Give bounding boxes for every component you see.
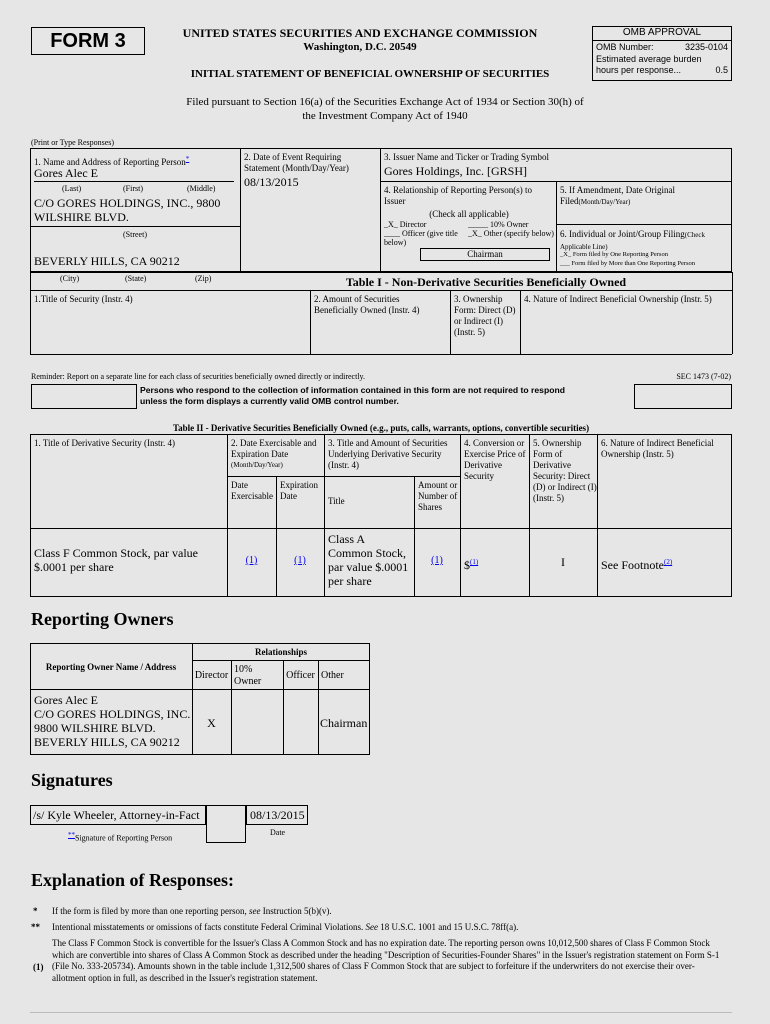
box1-asterisk-link[interactable]: * bbox=[185, 155, 190, 163]
table2-col-dates: 2. Date Exercisable and Expiration Date (Month/Day/Year) bbox=[231, 438, 317, 469]
label-first: (First) bbox=[123, 184, 143, 193]
filed-pursuant-line1: Filed pursuant to Section 16(a) of the Securities Exchange Act of 1934 or Section 30(h) of bbox=[186, 96, 584, 108]
owner-name-address bbox=[34, 693, 192, 749]
reminder-text: Reminder: Report on a separate line for each class of securities beneficially owned directly or indirectly. bbox=[31, 372, 366, 381]
conversion-price: \$$^{(1)}$ bbox=[464, 558, 479, 572]
table1-col-nature: 4. Nature of Indirect Beneficial Ownership (Instr. 5) bbox=[524, 294, 712, 304]
amount-fn-link[interactable]: (1) bbox=[431, 555, 443, 566]
reminder-blank-box-right bbox=[634, 384, 732, 409]
expl-mark-1: * bbox=[33, 906, 38, 916]
box2-label: 2. Date of Event Requiring Statement (Month/Day/Year) bbox=[244, 152, 349, 173]
box6-label: 6. Individual or Joint/Group Filing(Check Applicable Line) bbox=[560, 229, 705, 251]
owner-line: Gores Alec E bbox=[34, 693, 98, 707]
owners-col-officer: Officer bbox=[286, 670, 315, 681]
relationship-officer: ____ Officer (give title below) bbox=[384, 229, 458, 247]
omb-approval-box bbox=[592, 26, 732, 81]
signature-label: **Signature of Reporting Person bbox=[68, 831, 173, 843]
box3-label: 3. Issuer Name and Ticker or Trading Symbol bbox=[384, 152, 549, 162]
table2-col-nature: 6. Nature of Indirect Beneficial Ownership (Instr. 5) bbox=[601, 438, 714, 459]
form-label: FORM 3 bbox=[31, 27, 145, 55]
label-middle: (Middle) bbox=[187, 184, 216, 193]
reporting-street2: WILSHIRE BLVD. bbox=[34, 210, 129, 224]
table2-col-title: 1. Title of Derivative Security (Instr. 4) bbox=[34, 438, 175, 448]
table1-col-amount: 2. Amount of Securities Beneficially Owned (Instr. 4) bbox=[314, 294, 420, 315]
owners-col-10pct: 10% Owner bbox=[234, 664, 262, 687]
nature-value: See Footnote$^{(2)}$ bbox=[601, 558, 673, 572]
owner-director-mark: X bbox=[207, 716, 216, 730]
reporting-person-name: Gores Alec E bbox=[34, 166, 98, 180]
reporting-street1: C/O GORES HOLDINGS, INC., 9800 bbox=[34, 196, 221, 210]
explanation-heading: Explanation of Responses: bbox=[31, 870, 235, 890]
relationship-other: _X_ Other (specify below) bbox=[468, 229, 554, 238]
table1-title: Table I - Non-Derivative Securities Beneficially Owned bbox=[345, 275, 627, 289]
reporting-city-line: BEVERLY HILLS, CA 90212 bbox=[34, 254, 180, 268]
form-title: INITIAL STATEMENT OF BENEFICIAL OWNERSHIP OF SECURITIES bbox=[190, 68, 550, 80]
amount-footnote bbox=[414, 555, 460, 567]
date-exercisable-fn-link[interactable]: (1) bbox=[245, 555, 258, 566]
check-all-applicable: (Check all applicable) bbox=[429, 209, 509, 219]
box5-label: 5. If Amendment, Date Original Filed(Month/Day/Year) bbox=[560, 185, 675, 206]
table1-col-title: 1.Title of Security (Instr. 4) bbox=[34, 294, 133, 304]
table1-col-ownership: 3. Ownership Form: Direct (D) or Indirect (I) (Instr. 5) bbox=[454, 294, 516, 337]
owners-col-director: Director bbox=[194, 670, 229, 681]
footnote-1-text: The Class F Common Stock is convertible for the Issuer's Class A Common Stock and has no expiration date. The reporting person owns 10,012,500 shares of Class F Common Stock which are convertible into shares of Class A Common Stock as described under the heading "Description of Securities-Founder Shares" in the Issuer's registration statement on Form S-1 (File No. 333-205734). Amounts shown in the table include 1,312,500 shares of Class F Common Stock that are subject to forfeiture if the underwriters do not exercise their over-allotment option in full, as described in the Issuer's registration statement. bbox=[52, 938, 720, 983]
relationships-header: Relationships bbox=[254, 647, 307, 657]
issuer-name: Gores Holdings, Inc. [GRSH] bbox=[384, 164, 527, 178]
table2-col-amount-shares: Amount or Number of Shares bbox=[418, 480, 458, 512]
table2-col-expiration: Expiration Date bbox=[280, 480, 318, 501]
owner-name-header: Reporting Owner Name / Address bbox=[45, 662, 177, 672]
reminder-blank-box bbox=[31, 384, 137, 409]
signature-spacer-box bbox=[206, 805, 246, 843]
date-exercisable-footnote bbox=[227, 555, 276, 567]
filed-pursuant-line2: the Investment Company Act of 1940 bbox=[302, 110, 468, 122]
sec-number: SEC 1473 (7-02) bbox=[676, 372, 731, 381]
omb-hours-row: hours per response... 0.5 bbox=[596, 65, 728, 75]
reporting-owners-heading: Reporting Owners bbox=[31, 609, 174, 629]
expiration-footnote bbox=[276, 555, 324, 567]
omb-notice: Persons who respond to the collection of information contained in this form are not required to respond unless the form displays a currently valid OMB control number. bbox=[140, 385, 565, 406]
table2-col-date-exercisable: Date Exercisable bbox=[231, 480, 273, 501]
expl-text-1: If the form is filed by more than one reporting person, see Instruction 5(b)(v). bbox=[52, 906, 332, 916]
owner-line: BEVERLY HILLS, CA 90212 bbox=[34, 735, 180, 749]
agency-name: UNITED STATES SECURITIES AND EXCHANGE COMMISSION bbox=[182, 26, 538, 40]
omb-number-row: OMB Number: 3235-0104 bbox=[596, 42, 728, 52]
signature-date: 08/13/2015 bbox=[250, 808, 305, 822]
relationship-10pct-owner: _____ 10% Owner bbox=[468, 220, 529, 229]
relationship-director: _X_ Director bbox=[384, 220, 427, 229]
omb-burden: Estimated average burden bbox=[596, 54, 702, 64]
box4-label: 4. Relationship of Reporting Person(s) to Issuer bbox=[384, 185, 532, 206]
omb-title: OMB APPROVAL bbox=[593, 27, 731, 41]
event-date: 08/13/2015 bbox=[244, 175, 299, 189]
table2-col-underlying: 3. Title and Amount of Securities Underlying Derivative Security (Instr. 4) bbox=[328, 438, 448, 470]
nature-fn-link[interactable]: (2) bbox=[664, 558, 673, 566]
table2-col-conversion: 4. Conversion or Exercise Price of Derivative Security bbox=[464, 438, 526, 481]
underlying-title: Class A Common Stock, par value $.0001 per share bbox=[328, 532, 409, 588]
filing-one-person: _X_ Form filed by One Reporting Person bbox=[560, 251, 668, 258]
owner-line: 9800 WILSHIRE BLVD. bbox=[34, 721, 156, 735]
date-label: Date bbox=[270, 828, 286, 837]
expl-mark-2: ** bbox=[31, 922, 40, 932]
expiration-fn-link[interactable]: (1) bbox=[294, 555, 306, 566]
label-state: (State) bbox=[125, 274, 147, 283]
signature-asterisk-link[interactable]: ** bbox=[68, 831, 75, 839]
page-bottom-rule bbox=[30, 1012, 732, 1013]
ownership-form-value: I bbox=[561, 555, 565, 569]
owner-line: C/O GORES HOLDINGS, INC. bbox=[34, 707, 191, 721]
label-last: (Last) bbox=[62, 184, 82, 193]
footnote-1-mark: (1) bbox=[33, 962, 44, 972]
label-street: (Street) bbox=[123, 230, 147, 239]
owner-other-value: Chairman bbox=[320, 716, 368, 730]
signatures-heading: Signatures bbox=[31, 770, 113, 790]
derivative-security-title: Class F Common Stock, par value $.0001 per share bbox=[34, 546, 198, 574]
price-fn-link[interactable]: (1) bbox=[470, 558, 479, 566]
label-zip: (Zip) bbox=[195, 274, 212, 283]
relationship-title: Chairman bbox=[420, 248, 550, 261]
signer-name: /s/ Kyle Wheeler, Attorney-in-Fact bbox=[33, 808, 200, 822]
table2-col-ownership: 5. Ownership Form of Derivative Security: Direct (D) or Indirect (I) (Instr. 5) bbox=[533, 438, 597, 503]
expl-text-2: Intentional misstatements or omissions of facts constitute Federal Criminal Violations. See 18 U.S.C. 1001 and 15 U.S.C. 78ff(a). bbox=[52, 922, 519, 932]
print-note: (Print or Type Responses) bbox=[31, 138, 115, 147]
table2-title: Table II - Derivative Securities Beneficially Owned (e.g., puts, calls, warrants, options, convertible securities) bbox=[172, 423, 590, 433]
agency-address: Washington, D.C. 20549 bbox=[303, 41, 417, 53]
label-city: (City) bbox=[60, 274, 80, 283]
filing-more-persons: ___ Form filed by More than One Reporting Person bbox=[560, 260, 696, 267]
box1-label: 1. Name and Address of Reporting Person* bbox=[34, 155, 190, 167]
owners-col-other: Other bbox=[321, 670, 344, 681]
table2-col-title-underlying: Title bbox=[328, 496, 345, 506]
